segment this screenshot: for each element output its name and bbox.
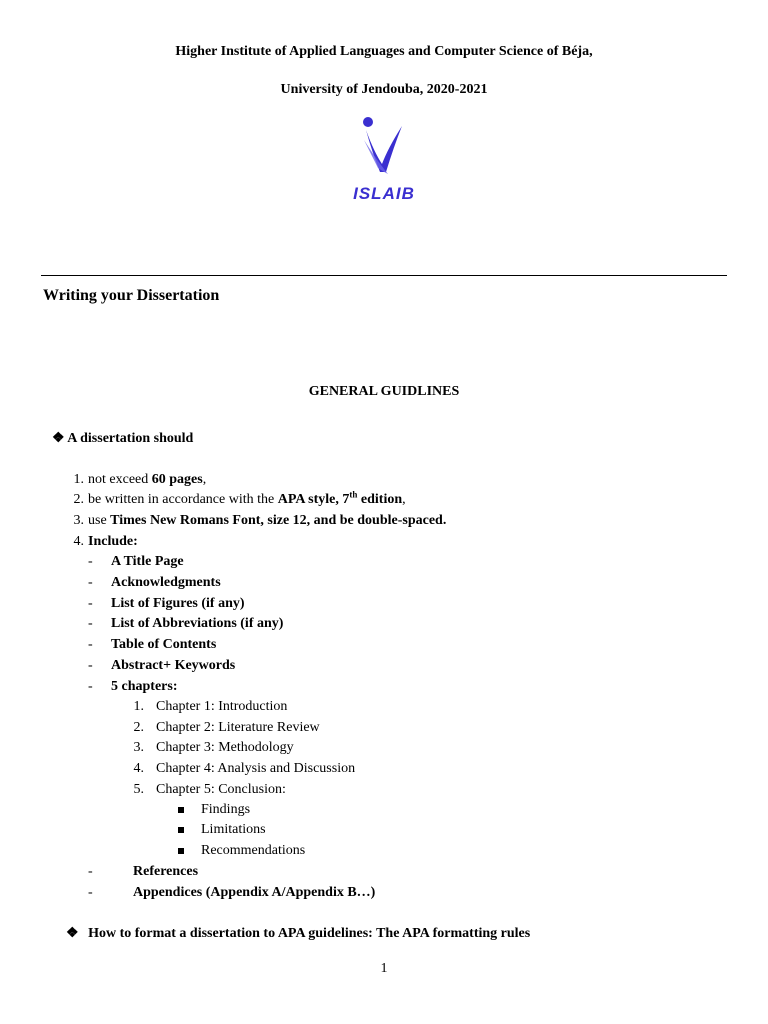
institute-name: Higher Institute of Applied Languages and Computer Science of Béja, [175,44,593,59]
diamond-bullet-icon: ❖ [66,926,79,941]
item-number: 3. [73,513,84,528]
square-bullet-icon [178,827,184,833]
item-text: not exceed 60 pages, [88,472,207,487]
bullet-heading-apa [66,924,530,944]
section-heading: GENERAL GUIDLINES [308,384,460,399]
university-line: University of Jendouba, 2020-2021 [280,82,488,97]
diamond-bullet-icon: ❖ [52,431,65,446]
page-title: Writing your Dissertation [43,287,220,304]
islaib-logo [344,112,424,208]
item-number: 1. [73,472,84,487]
logo-text: ISLAIB [353,184,415,203]
bullet-heading-text: A dissertation should [67,431,194,446]
item-text: use Times New Romans Font, size 12, and be double-spaced. [88,513,447,528]
square-bullet-icon [178,848,184,854]
item-number: 2. [73,492,84,507]
header-divider [41,275,727,276]
item-number: 4. [73,534,84,549]
bullet-heading-text: How to format a dissertation to APA guidelines: The APA formatting rules [88,926,531,941]
bullet-heading-dissertation [52,429,193,449]
item-text: be written in accordance with the APA style, 7th edition, [88,489,406,507]
square-bullet-icon [178,807,184,813]
item-text: Include: [88,534,138,549]
page-number: 1 [380,961,388,976]
